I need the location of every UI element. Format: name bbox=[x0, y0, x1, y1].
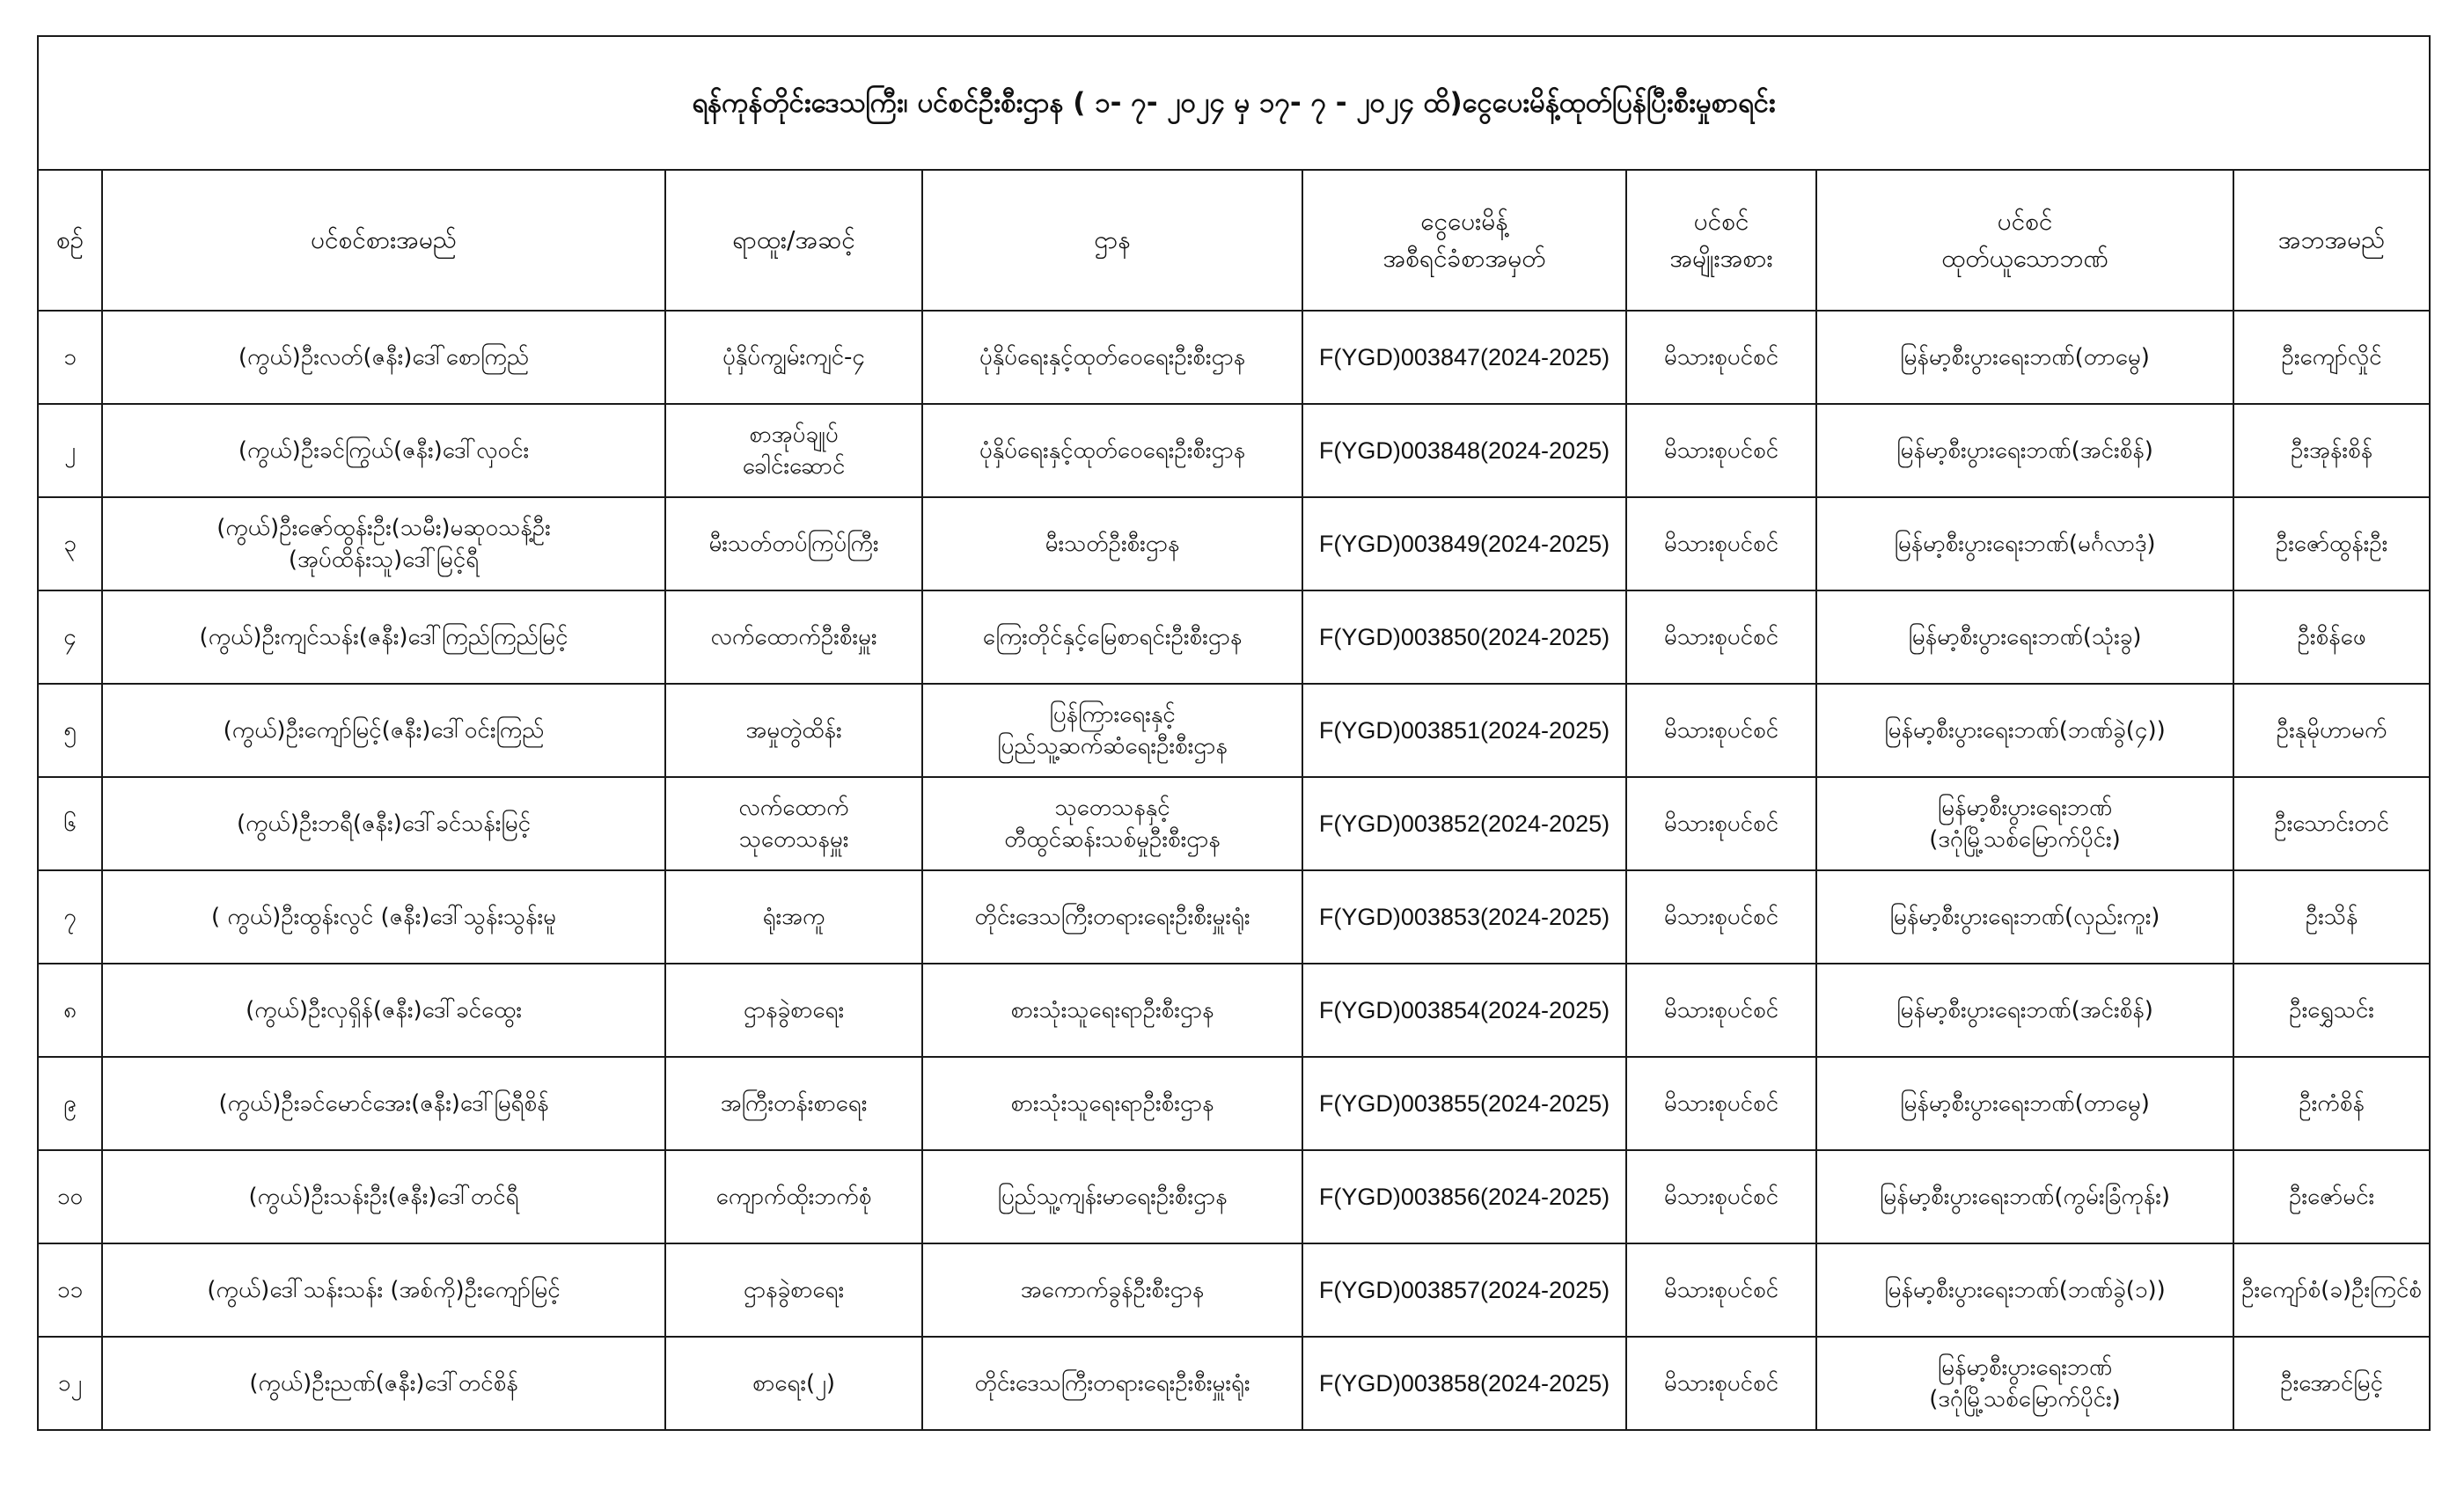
cell-name: (ကွယ်)ဦးလတ်(ဇနီး)ဒေါ်စောကြည် bbox=[102, 311, 665, 404]
cell-no: ၁ bbox=[38, 311, 102, 404]
cell-bank: မြန်မာ့စီးပွားရေးဘဏ်(မင်္ဂလာဒုံ) bbox=[1816, 497, 2233, 590]
title-row bbox=[38, 36, 2430, 170]
cell-department: ပုံနှိပ်ရေးနှင့်ထုတ်ဝေရေးဦးစီးဌာန bbox=[922, 404, 1302, 497]
cell-rank: ဌာနခွဲစာရေး bbox=[665, 1243, 922, 1337]
cell-no: ၄ bbox=[38, 590, 102, 684]
cell-order-no: F(YGD)003851(2024-2025) bbox=[1302, 684, 1626, 777]
cell-rank: အမှုတွဲထိန်း bbox=[665, 684, 922, 777]
pension-table bbox=[37, 35, 2431, 1431]
cell-name: ( ကွယ်)ဦးထွန်းလွင် (ဇနီး)ဒေါ်သွန်းသွန်းမူ bbox=[102, 870, 665, 964]
cell-no: ၁၁ bbox=[38, 1243, 102, 1337]
cell-heir: ဦးအောင်မြင့် bbox=[2233, 1337, 2430, 1430]
report-title: ရန်ကုန်တိုင်းဒေသကြီး၊ ပင်စင်ဦးစီးဌာန ( ၁- ၇- ၂၀၂၄ မှ ၁၇- ၇ - ၂၀၂၄ ထိ)ငွေပေးမိန့်ထုတ်ပြန်ပြီးစီးမှုစာရင်း bbox=[38, 36, 2430, 170]
cell-department: အကောက်ခွန်ဦးစီးဌာန bbox=[922, 1243, 1302, 1337]
cell-order-no: F(YGD)003847(2024-2025) bbox=[1302, 311, 1626, 404]
cell-rank: စာအုပ်ချုပ် ခေါင်းဆောင် bbox=[665, 404, 922, 497]
cell-heir: ဦးကျော်လှိုင် bbox=[2233, 311, 2430, 404]
cell-order-no: F(YGD)003855(2024-2025) bbox=[1302, 1057, 1626, 1150]
cell-bank: မြန်မာ့စီးပွားရေးဘဏ်(ဘဏ်ခွဲ(၁)) bbox=[1816, 1243, 2233, 1337]
cell-rank: စာရေး(၂) bbox=[665, 1337, 922, 1430]
cell-pension-type: မိသားစုပင်စင် bbox=[1626, 1243, 1816, 1337]
cell-name: (ကွယ်)ဦးခင်မောင်အေး(ဇနီး)ဒေါ်မြရီစိန် bbox=[102, 1057, 665, 1150]
col-header-heir: အဘအမည် bbox=[2233, 170, 2430, 311]
cell-bank: မြန်မာ့စီးပွားရေးဘဏ်(အင်းစိန်) bbox=[1816, 404, 2233, 497]
cell-no: ၅ bbox=[38, 684, 102, 777]
cell-heir: ဦးကံစိန် bbox=[2233, 1057, 2430, 1150]
cell-department: ပြည်သူ့ကျန်းမာရေးဦးစီးဌာန bbox=[922, 1150, 1302, 1243]
col-header-department: ဌာန bbox=[922, 170, 1302, 311]
cell-order-no: F(YGD)003852(2024-2025) bbox=[1302, 777, 1626, 870]
cell-pension-type: မိသားစုပင်စင် bbox=[1626, 1057, 1816, 1150]
pension-report-sheet bbox=[37, 35, 2429, 1452]
table-row bbox=[38, 1150, 2430, 1243]
table-row bbox=[38, 404, 2430, 497]
cell-department: သုတေသနနှင့် တီထွင်ဆန်းသစ်မှုဦးစီးဌာန bbox=[922, 777, 1302, 870]
cell-name: (ကွယ်)ဦးသန်းဦး(ဇနီး)ဒေါ်တင်ရီ bbox=[102, 1150, 665, 1243]
cell-bank: မြန်မာ့စီးပွားရေးဘဏ် (ဒဂုံမြို့သစ်မြောက်ပိုင်း) bbox=[1816, 1337, 2233, 1430]
col-header-name: ပင်စင်စားအမည် bbox=[102, 170, 665, 311]
cell-bank: မြန်မာ့စီးပွားရေးဘဏ်(ဘဏ်ခွဲ(၄)) bbox=[1816, 684, 2233, 777]
cell-heir: ဦးနုမိုဟာမက် bbox=[2233, 684, 2430, 777]
cell-pension-type: မိသားစုပင်စင် bbox=[1626, 590, 1816, 684]
cell-bank: မြန်မာ့စီးပွားရေးဘဏ်(သုံးခွ) bbox=[1816, 590, 2233, 684]
cell-department: တိုင်းဒေသကြီးတရားရေးဦးစီးမှူးရုံး bbox=[922, 1337, 1302, 1430]
cell-no: ၈ bbox=[38, 964, 102, 1057]
cell-department: တိုင်းဒေသကြီးတရားရေးဦးစီးမှူးရုံး bbox=[922, 870, 1302, 964]
cell-no: ၁၀ bbox=[38, 1150, 102, 1243]
cell-rank: အကြီးတန်းစာရေး bbox=[665, 1057, 922, 1150]
cell-pension-type: မိသားစုပင်စင် bbox=[1626, 1150, 1816, 1243]
cell-heir: ဦးရွှေသင်း bbox=[2233, 964, 2430, 1057]
cell-name: (ကွယ်)ဦးခင်ကြွယ်(ဇနီး)ဒေါ်လှဝင်း bbox=[102, 404, 665, 497]
cell-pension-type: မိသားစုပင်စင် bbox=[1626, 777, 1816, 870]
cell-pension-type: မိသားစုပင်စင် bbox=[1626, 497, 1816, 590]
table-row bbox=[38, 684, 2430, 777]
cell-rank: မီးသတ်တပ်ကြပ်ကြီး bbox=[665, 497, 922, 590]
cell-heir: ဦးသောင်းတင် bbox=[2233, 777, 2430, 870]
cell-bank: မြန်မာ့စီးပွားရေးဘဏ်(လှည်းကူး) bbox=[1816, 870, 2233, 964]
cell-pension-type: မိသားစုပင်စင် bbox=[1626, 870, 1816, 964]
cell-pension-type: မိသားစုပင်စင် bbox=[1626, 1337, 1816, 1430]
cell-rank: ရုံးအကူ bbox=[665, 870, 922, 964]
cell-order-no: F(YGD)003857(2024-2025) bbox=[1302, 1243, 1626, 1337]
cell-department: စားသုံးသူရေးရာဦးစီးဌာန bbox=[922, 964, 1302, 1057]
cell-pension-type: မိသားစုပင်စင် bbox=[1626, 404, 1816, 497]
cell-no: ၂ bbox=[38, 404, 102, 497]
cell-department: ပြန်ကြားရေးနှင့် ပြည်သူ့ဆက်ဆံရေးဦးစီးဌာန bbox=[922, 684, 1302, 777]
table-row bbox=[38, 1243, 2430, 1337]
cell-department: ပုံနှိပ်ရေးနှင့်ထုတ်ဝေရေးဦးစီးဌာန bbox=[922, 311, 1302, 404]
cell-rank: လက်ထောက် သုတေသနမှူး bbox=[665, 777, 922, 870]
cell-no: ၉ bbox=[38, 1057, 102, 1150]
table-row bbox=[38, 777, 2430, 870]
cell-rank: ပုံနှိပ်ကျွမ်းကျင်-၄ bbox=[665, 311, 922, 404]
cell-heir: ဦးအုန်းစိန် bbox=[2233, 404, 2430, 497]
cell-heir: ဦးဇော်မင်း bbox=[2233, 1150, 2430, 1243]
cell-no: ၇ bbox=[38, 870, 102, 964]
cell-pension-type: မိသားစုပင်စင် bbox=[1626, 684, 1816, 777]
cell-heir: ဦးဇော်ထွန်းဦး bbox=[2233, 497, 2430, 590]
table-row bbox=[38, 1337, 2430, 1430]
cell-department: မီးသတ်ဦးစီးဌာန bbox=[922, 497, 1302, 590]
cell-department: စားသုံးသူရေးရာဦးစီးဌာန bbox=[922, 1057, 1302, 1150]
cell-no: ၃ bbox=[38, 497, 102, 590]
cell-order-no: F(YGD)003850(2024-2025) bbox=[1302, 590, 1626, 684]
cell-rank: ဌာနခွဲစာရေး bbox=[665, 964, 922, 1057]
cell-order-no: F(YGD)003853(2024-2025) bbox=[1302, 870, 1626, 964]
cell-bank: မြန်မာ့စီးပွားရေးဘဏ်(တာမွေ) bbox=[1816, 311, 2233, 404]
cell-pension-type: မိသားစုပင်စင် bbox=[1626, 964, 1816, 1057]
table-row bbox=[38, 1057, 2430, 1150]
cell-heir: ဦးသိန် bbox=[2233, 870, 2430, 964]
col-header-rank: ရာထူး/အဆင့် bbox=[665, 170, 922, 311]
cell-order-no: F(YGD)003849(2024-2025) bbox=[1302, 497, 1626, 590]
cell-bank: မြန်မာ့စီးပွားရေးဘဏ် (ဒဂုံမြို့သစ်မြောက်ပိုင်း) bbox=[1816, 777, 2233, 870]
cell-order-no: F(YGD)003856(2024-2025) bbox=[1302, 1150, 1626, 1243]
cell-name: (ကွယ်)ဦးကျင်သန်း(ဇနီး)ဒေါ်ကြည်ကြည်မြင့် bbox=[102, 590, 665, 684]
header-row bbox=[38, 170, 2430, 311]
cell-bank: မြန်မာ့စီးပွားရေးဘဏ်(ကွမ်းခြံကုန်း) bbox=[1816, 1150, 2233, 1243]
cell-order-no: F(YGD)003858(2024-2025) bbox=[1302, 1337, 1626, 1430]
cell-heir: ဦးစိန်ဖေ bbox=[2233, 590, 2430, 684]
cell-name: (ကွယ်)ဦးညဏ်(ဇနီး)ဒေါ်တင်စိန် bbox=[102, 1337, 665, 1430]
cell-no: ၆ bbox=[38, 777, 102, 870]
table-row bbox=[38, 964, 2430, 1057]
col-header-order-no: ငွေပေးမိန့် အစီရင်ခံစာအမှတ် bbox=[1302, 170, 1626, 311]
cell-rank: လက်ထောက်ဦးစီးမှူး bbox=[665, 590, 922, 684]
cell-name: (ကွယ်)ဦးဇော်ထွန်းဦး(သမီး)မဆုဝသန့်ဦး (အုပ်ထိန်းသူ)ဒေါ်မြင့်ရီ bbox=[102, 497, 665, 590]
table-row bbox=[38, 590, 2430, 684]
col-header-no: စဉ် bbox=[38, 170, 102, 311]
cell-rank: ကျောက်ထိုးဘက်စုံ bbox=[665, 1150, 922, 1243]
cell-heir: ဦးကျော်စံ(ခ)ဦးကြင်စံ bbox=[2233, 1243, 2430, 1337]
cell-name: (ကွယ်)ဒေါ်သန်းသန်း (အစ်ကို)ဦးကျော်မြင့် bbox=[102, 1243, 665, 1337]
cell-bank: မြန်မာ့စီးပွားရေးဘဏ်(အင်းစိန်) bbox=[1816, 964, 2233, 1057]
cell-order-no: F(YGD)003854(2024-2025) bbox=[1302, 964, 1626, 1057]
table-row bbox=[38, 870, 2430, 964]
cell-department: ကြေးတိုင်နှင့်မြေစာရင်းဦးစီးဌာန bbox=[922, 590, 1302, 684]
cell-name: (ကွယ်)ဦးကျော်မြင့်(ဇနီး)ဒေါ်ဝင်းကြည် bbox=[102, 684, 665, 777]
cell-bank: မြန်မာ့စီးပွားရေးဘဏ်(တာမွေ) bbox=[1816, 1057, 2233, 1150]
cell-no: ၁၂ bbox=[38, 1337, 102, 1430]
col-header-bank: ပင်စင် ထုတ်ယူသောဘဏ် bbox=[1816, 170, 2233, 311]
cell-name: (ကွယ်)ဦးလှရှိန်(ဇနီး)ဒေါ်ခင်ထွေး bbox=[102, 964, 665, 1057]
table-row bbox=[38, 311, 2430, 404]
cell-order-no: F(YGD)003848(2024-2025) bbox=[1302, 404, 1626, 497]
cell-pension-type: မိသားစုပင်စင် bbox=[1626, 311, 1816, 404]
table-row bbox=[38, 497, 2430, 590]
col-header-pension-type: ပင်စင် အမျိုးအစား bbox=[1626, 170, 1816, 311]
cell-name: (ကွယ်)ဦးဘရီ(ဇနီး)ဒေါ်ခင်သန်းမြင့် bbox=[102, 777, 665, 870]
